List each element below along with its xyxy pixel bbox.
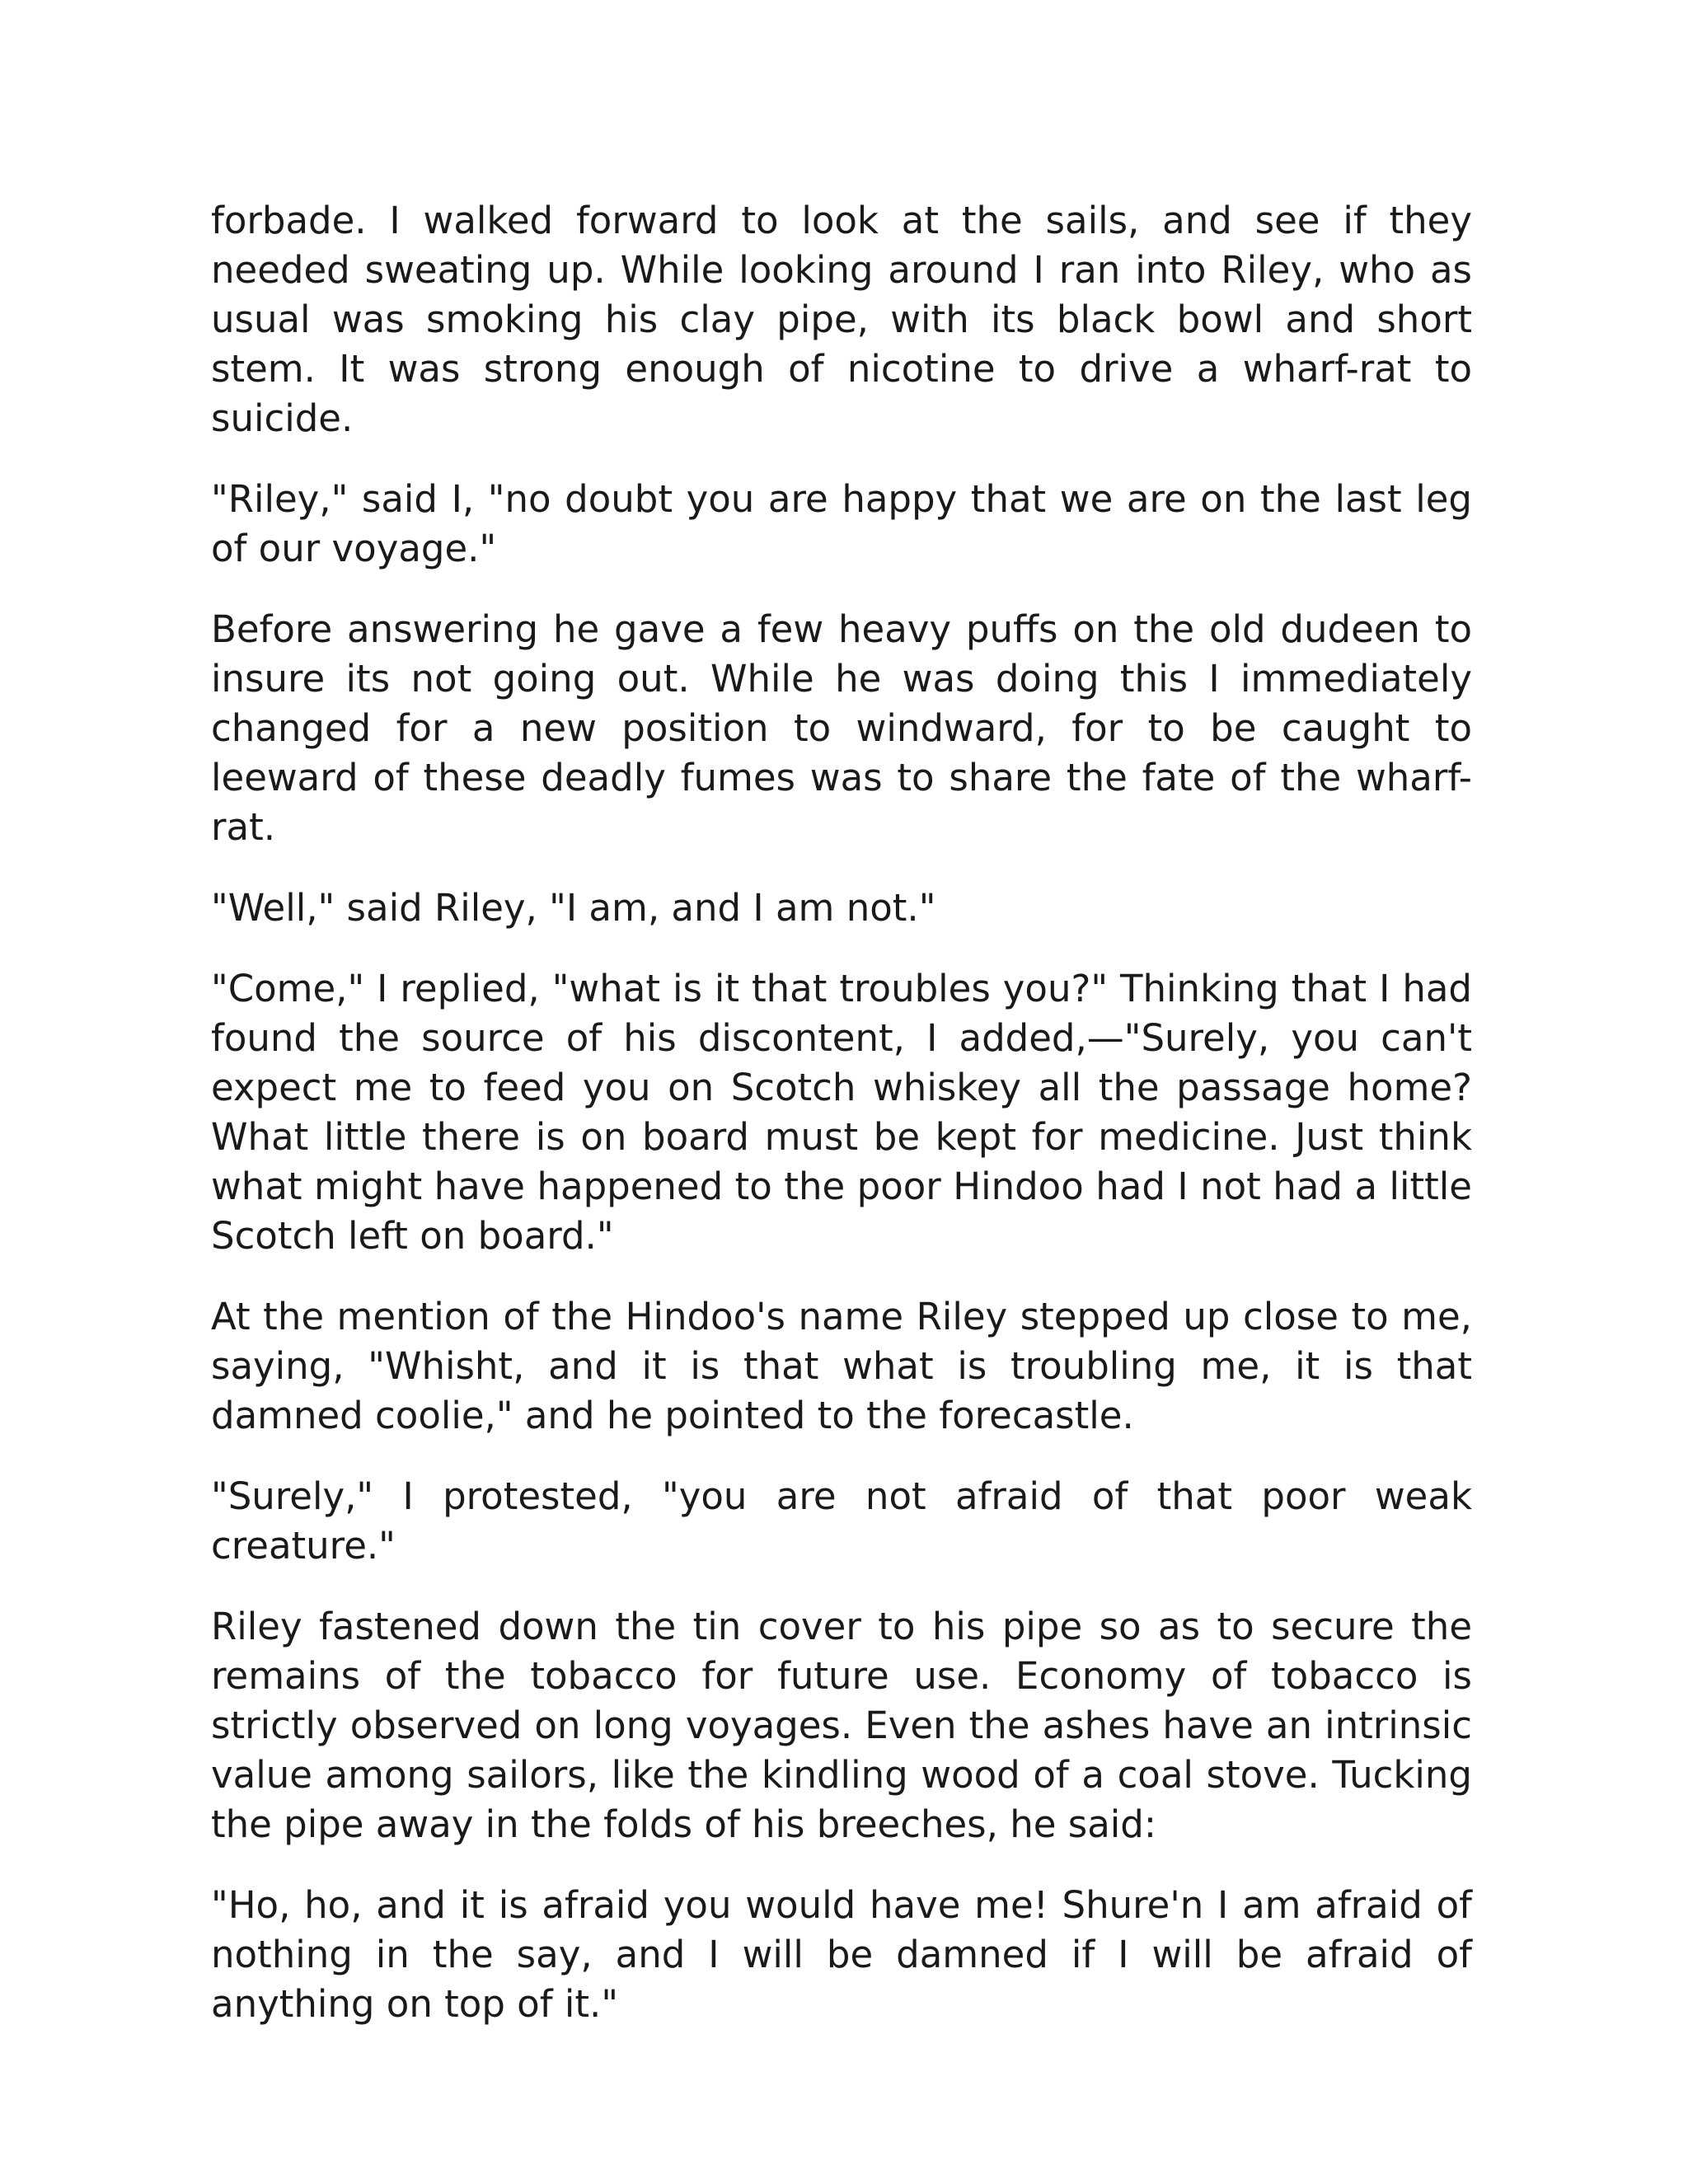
paragraph-2: "Riley," said I, "no doubt you are happy that we are on the last leg of our voyage." — [211, 477, 1472, 570]
paragraph-5: "Come," I replied, "what is it that troubles you?" Thinking that I had found the source of his discontent, I added,—"Surely, you can't expect me to feed you on Scotch whiskey all the passage home? What little there is on board must be kept for medicine. Just think what might have happened to the poor Hindoo had I not had a little Scotch left on board." — [211, 967, 1472, 1258]
paragraph-7: "Surely," I protested, "you are not afraid of that poor weak creature." — [211, 1474, 1472, 1568]
document-page — [211, 196, 1472, 2060]
paragraph-3: Before answering he gave a few heavy puffs on the old dudeen to insure its not going out. While he was doing this I immediately changed for a new position to windward, for to be caught to leeward of these deadly fumes was to share the fate of the wharf-rat. — [211, 607, 1472, 849]
paragraph-9: "Ho, ho, and it is afraid you would have me! Shure'n I am afraid of nothing in the say, and I will be damned if I will be afraid of anything on top of it." — [211, 1883, 1472, 2026]
paragraph-4: "Well," said Riley, "I am, and I am not." — [211, 886, 936, 930]
paragraph-1: forbade. I walked forward to look at the sails, and see if they needed sweating up. While looking around I ran into Riley, who as usual was smoking his clay pipe, with its black bowl and short stem. It was strong enough of nicotine to drive a wharf-rat to suicide. — [211, 199, 1472, 440]
paragraph-8: Riley fastened down the tin cover to his pipe so as to secure the remains of the tobacco for future use. Economy of tobacco is strictly observed on long voyages. Even the ashes have an intrinsic value among sailors, like the kindling wood of a coal stove. Tucking the pipe away in the folds of his breeches, he said: — [211, 1605, 1472, 1846]
paragraph-6: At the mention of the Hindoo's name Riley stepped up close to me, saying, "Whisht, and it is that what is troubling me, it is that damned coolie," and he pointed to the forecastle. — [211, 1295, 1472, 1437]
